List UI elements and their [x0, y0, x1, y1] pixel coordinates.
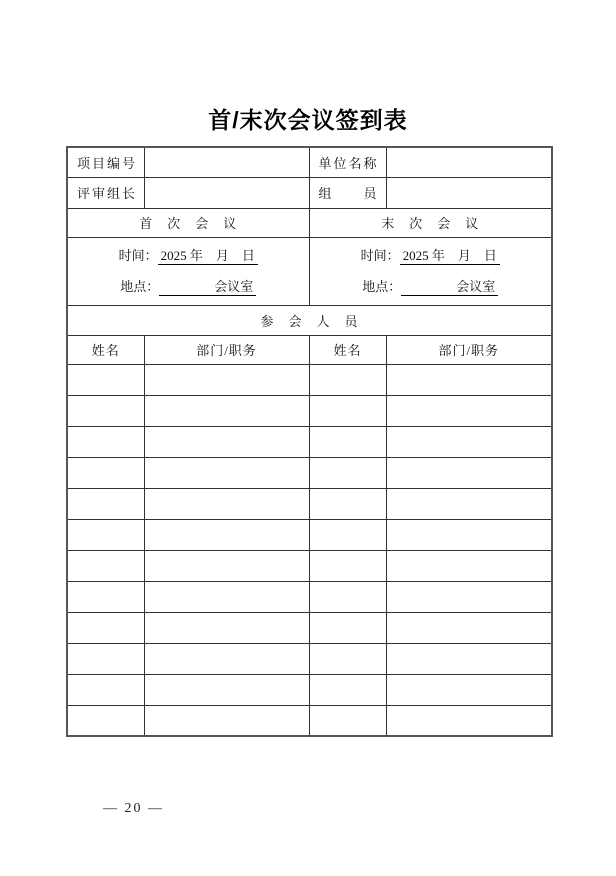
participant-name-cell	[67, 581, 144, 612]
member-value	[386, 177, 552, 208]
page-title: 首/末次会议签到表	[208, 107, 408, 133]
place-value: 会议室	[456, 279, 496, 294]
participant-name-cell	[309, 488, 386, 519]
participant-name-cell	[309, 674, 386, 705]
first-meeting-place-line	[68, 271, 309, 302]
participant-dept-cell	[386, 457, 552, 488]
project-unit-row	[67, 147, 552, 177]
time-fill-in: 2025 年 月 日	[158, 247, 258, 265]
meeting-headers-row	[67, 208, 552, 237]
participant-dept-cell	[386, 705, 552, 736]
participant-row	[67, 643, 552, 674]
participant-dept-cell	[144, 705, 309, 736]
place-blank	[162, 279, 214, 294]
participant-dept-cell	[144, 488, 309, 519]
col-header-dept-1: 部门/职务	[144, 335, 309, 364]
participant-name-cell	[67, 612, 144, 643]
participant-dept-cell	[144, 364, 309, 395]
first-meeting-time-line	[68, 240, 309, 271]
participant-row	[67, 705, 552, 736]
participant-name-cell	[67, 395, 144, 426]
last-meeting-details	[309, 237, 552, 305]
place-label: 地点：	[362, 279, 402, 294]
participant-dept-cell	[386, 395, 552, 426]
participant-dept-cell	[386, 612, 552, 643]
col-header-name-1: 姓名	[67, 335, 144, 364]
participant-dept-cell	[144, 674, 309, 705]
participant-dept-cell	[144, 457, 309, 488]
participant-name-cell	[309, 612, 386, 643]
page-number: — 20 —	[103, 801, 164, 816]
participants-columns-row	[67, 335, 552, 364]
participant-row	[67, 519, 552, 550]
participant-dept-cell	[144, 581, 309, 612]
participant-row	[67, 364, 552, 395]
place-fill-in	[159, 278, 256, 296]
participant-name-cell	[309, 550, 386, 581]
project-no-label: 项目编号	[67, 147, 144, 177]
participant-dept-cell	[386, 643, 552, 674]
col-header-name-2: 姓名	[309, 335, 386, 364]
participant-name-cell	[309, 364, 386, 395]
member-label: 组 员	[309, 177, 386, 208]
participant-dept-cell	[386, 581, 552, 612]
unit-name-label: 单位名称	[309, 147, 386, 177]
place-blank	[404, 279, 456, 294]
meeting-details-row	[67, 237, 552, 305]
participant-name-cell	[67, 643, 144, 674]
participant-dept-cell	[386, 550, 552, 581]
participant-row	[67, 457, 552, 488]
participant-row	[67, 488, 552, 519]
participant-dept-cell	[144, 519, 309, 550]
participant-name-cell	[67, 674, 144, 705]
participant-row	[67, 612, 552, 643]
participant-dept-cell	[386, 364, 552, 395]
participant-row	[67, 581, 552, 612]
participant-row	[67, 674, 552, 705]
last-meeting-header: 末 次 会 议	[309, 208, 552, 237]
first-meeting-details	[67, 237, 309, 305]
time-label: 时间：	[118, 248, 158, 263]
participant-name-cell	[309, 643, 386, 674]
participants-header: 参 会 人 员	[67, 305, 552, 335]
participants-header-row	[67, 305, 552, 335]
participant-row	[67, 395, 552, 426]
participant-dept-cell	[144, 550, 309, 581]
last-meeting-time-line	[310, 240, 552, 271]
last-meeting-place-line	[310, 271, 552, 302]
participant-dept-cell	[144, 426, 309, 457]
participant-name-cell	[67, 488, 144, 519]
participant-dept-cell	[144, 395, 309, 426]
participant-row	[67, 426, 552, 457]
participant-name-cell	[67, 364, 144, 395]
participant-dept-cell	[386, 488, 552, 519]
leader-value	[144, 177, 309, 208]
col-header-dept-2: 部门/职务	[386, 335, 552, 364]
first-meeting-header: 首 次 会 议	[67, 208, 309, 237]
participant-name-cell	[309, 519, 386, 550]
participant-name-cell	[67, 426, 144, 457]
project-no-value	[144, 147, 309, 177]
time-fill-in: 2025 年 月 日	[400, 247, 500, 265]
participants-empty-rows	[67, 364, 552, 736]
participant-name-cell	[309, 705, 386, 736]
participant-dept-cell	[386, 426, 552, 457]
participant-name-cell	[67, 519, 144, 550]
participant-name-cell	[309, 457, 386, 488]
leader-member-row	[67, 177, 552, 208]
unit-name-value	[386, 147, 552, 177]
participant-dept-cell	[386, 519, 552, 550]
participant-name-cell	[67, 705, 144, 736]
place-label: 地点：	[120, 279, 160, 294]
participant-dept-cell	[386, 674, 552, 705]
place-value: 会议室	[214, 279, 254, 294]
signin-form-table	[66, 146, 553, 737]
participant-row	[67, 550, 552, 581]
participant-dept-cell	[144, 643, 309, 674]
time-label: 时间：	[360, 248, 400, 263]
participant-name-cell	[309, 426, 386, 457]
leader-label: 评审组长	[67, 177, 144, 208]
participant-dept-cell	[144, 612, 309, 643]
participant-name-cell	[309, 581, 386, 612]
participant-name-cell	[67, 457, 144, 488]
place-fill-in	[401, 278, 498, 296]
participant-name-cell	[67, 550, 144, 581]
participant-name-cell	[309, 395, 386, 426]
